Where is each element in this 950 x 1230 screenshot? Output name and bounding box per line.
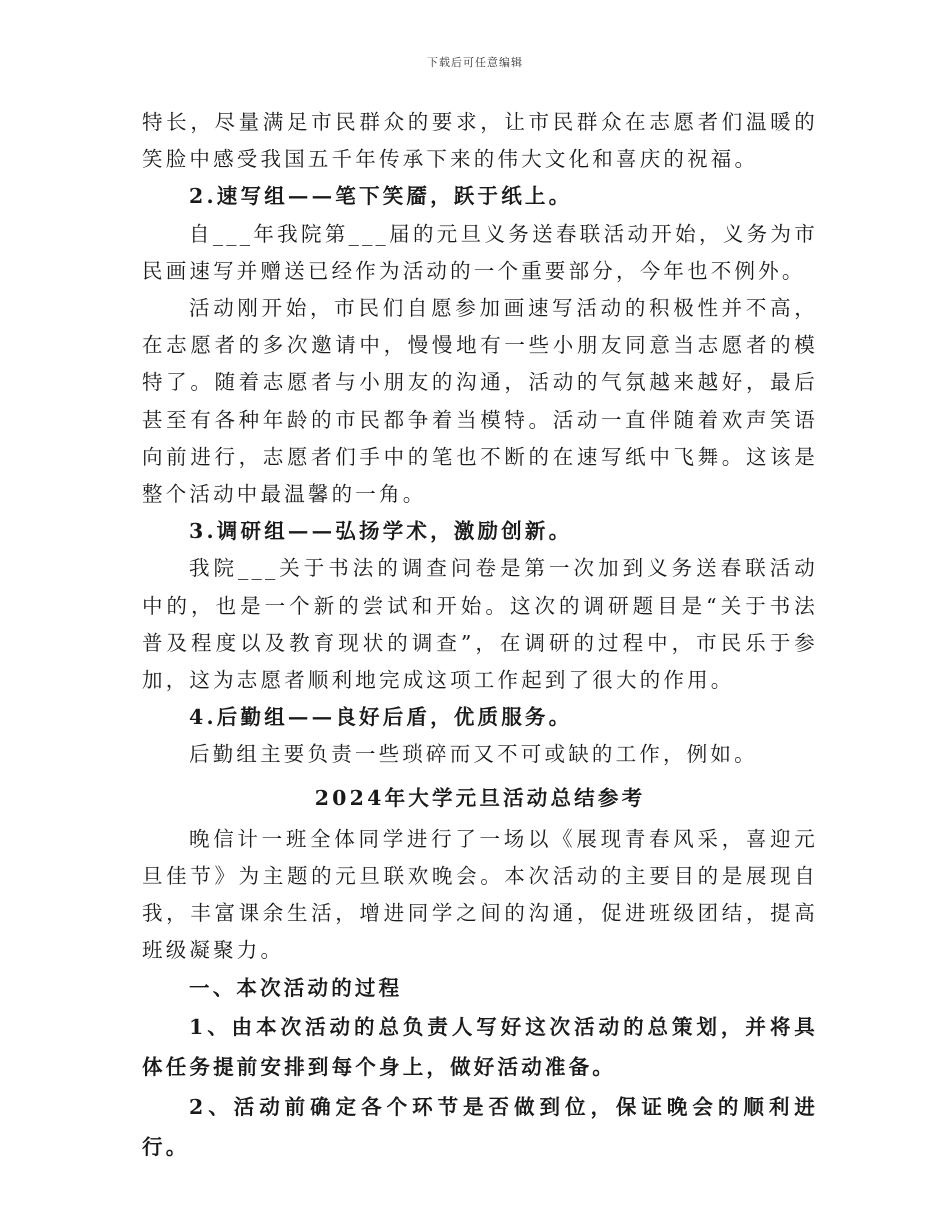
section-heading: 2.速写组——笔下笑靥，跃于纸上。	[189, 184, 573, 209]
section-heading: 4.后勤组——良好后盾，优质服务。	[189, 705, 573, 730]
paragraph: 我院___关于书法的调查问卷是第一次加到义务送春联活动中的，也是一个新的尝试和开始。这次的调研题目是“关于书法普及程度以及教育现状的调查”，在调研的过程中，市民乐于参加，这为志愿者顺利地完成这项工作起到了很大的作用。	[142, 556, 818, 693]
paragraph: 活动刚开始，市民们自愿参加画速写活动的积极性并不高，在志愿者的多次邀请中，慢慢地有一些小朋友同意当志愿者的模特了。随着志愿者与小朋友的沟通，活动的气氛越来越好，最后甚至有各种年龄的市民都争着当模特。活动一直伴随着欢声笑语向前进行，志愿者们手中的笔也不断的在速写纸中飞舞。这该是整个活动中最温馨的一角。	[142, 296, 818, 507]
list-item: 2、活动前确定各个环节是否做到位，保证晚会的顺利进行。	[142, 1094, 818, 1159]
paragraph: 后勤组主要负责一些琐碎而又不可或缺的工作，例如。	[189, 742, 758, 767]
paragraph: 自___年我院第___届的元旦义务送春联活动开始，义务为市民画速写并赠送已经作为活动的一个重要部分，今年也不例外。	[142, 221, 818, 283]
page-header-note: 下载后可任意编辑	[427, 56, 523, 69]
document-body	[142, 104, 818, 1167]
document-title: 2024年大学元旦活动总结参考	[314, 785, 646, 810]
section-heading: 3.调研组——弘扬学术，激励创新。	[189, 519, 573, 544]
paragraph: 晚信计一班全体同学进行了一场以《展现青春风采，喜迎元旦佳节》为主题的元旦联欢晚会。本次活动的主要目的是展现自我，丰富课余生活，增进同学之间的沟通，促进班级团结，提高班级凝聚力。	[142, 826, 818, 963]
section-heading: 一、本次活动的过程	[189, 975, 403, 1000]
list-item: 1、由本次活动的总负责人写好这次活动的总策划，并将具体任务提前安排到每个身上，做好活动准备。	[142, 1014, 818, 1079]
paragraph: 特长，尽量满足市民群众的要求，让市民群众在志愿者们温暖的笑脸中感受我国五千年传承下来的伟大文化和喜庆的祝福。	[142, 110, 818, 172]
